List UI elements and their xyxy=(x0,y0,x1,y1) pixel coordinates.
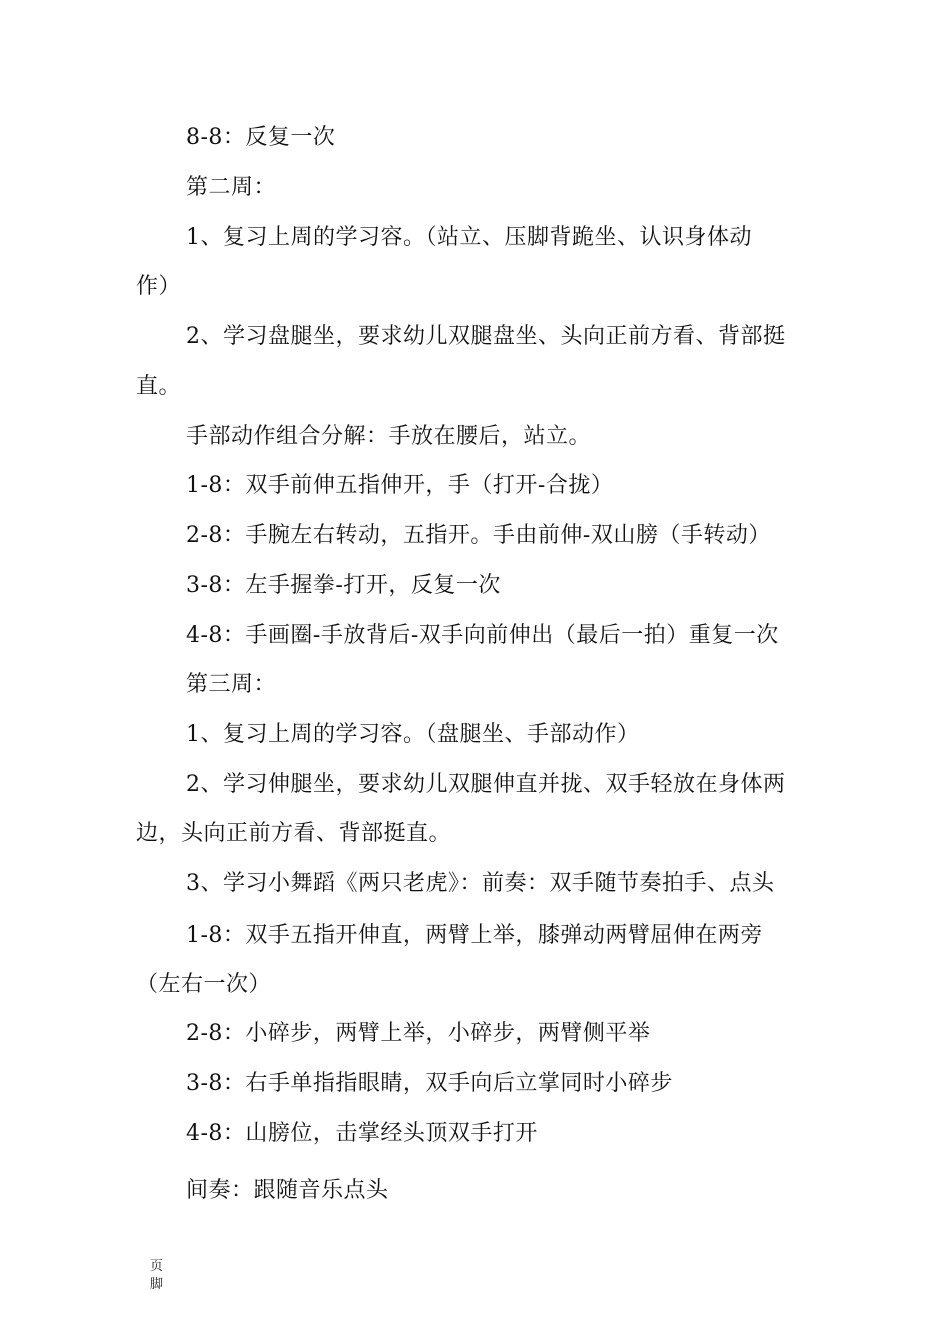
text-line: 2-8：小碎步，两臂上举，小碎步，两臂侧平举 xyxy=(186,1021,651,1046)
text-line: 3、学习小舞蹈《两只老虎》：前奏：双手随节奏拍手、点头 xyxy=(186,871,775,896)
text-line: 1、复习上周的学习容。（站立、压脚背跪坐、认识身体动 xyxy=(186,225,752,250)
text-line: 3-8：左手握拳-打开，反复一次 xyxy=(186,573,501,598)
footer-char: 脚 xyxy=(150,1277,164,1292)
section-heading-week-2: 第二周： xyxy=(186,175,277,200)
text-line: 手部动作组合分解：手放在腰后，站立。 xyxy=(186,424,592,449)
text-line: 1-8：双手前伸五指伸开，手（打开-合拢） xyxy=(186,473,614,498)
text-line: 1、复习上周的学习容。（盘腿坐、手部动作） xyxy=(186,722,640,747)
text-line: 直。 xyxy=(136,374,182,399)
text-line: 2、学习盘腿坐，要求幼儿双腿盘坐、头向正前方看、背部挺 xyxy=(186,324,786,349)
text-line: 8-8：反复一次 xyxy=(186,125,336,150)
text-line: 作） xyxy=(136,274,182,299)
section-heading-week-3: 第三周： xyxy=(186,672,277,697)
text-line: 3-8：右手单指指眼睛，双手向后立掌同时小碎步 xyxy=(186,1071,673,1096)
text-line: 2、学习伸腿坐，要求幼儿双腿伸直并拢、双手轻放在身体两 xyxy=(186,772,786,797)
text-line: 1-8：双手五指开伸直，两臂上举，膝弹动两臂屈伸在两旁 xyxy=(186,923,763,948)
text-line: 边，头向正前方看、背部挺直。 xyxy=(136,821,452,846)
text-line: 4-8：手画圈-手放背后-双手向前伸出（最后一拍）重复一次 xyxy=(186,623,779,648)
text-line: 4-8：山膀位，击掌经头顶双手打开 xyxy=(186,1121,538,1146)
page-footer xyxy=(150,1258,166,1294)
text-line: （左右一次） xyxy=(136,972,272,997)
text-line: 2-8：手腕左右转动，五指开。手由前伸-双山膀（手转动） xyxy=(186,523,771,548)
footer-char: 页 xyxy=(150,1259,164,1274)
text-line: 间奏：跟随音乐点头 xyxy=(186,1178,389,1203)
